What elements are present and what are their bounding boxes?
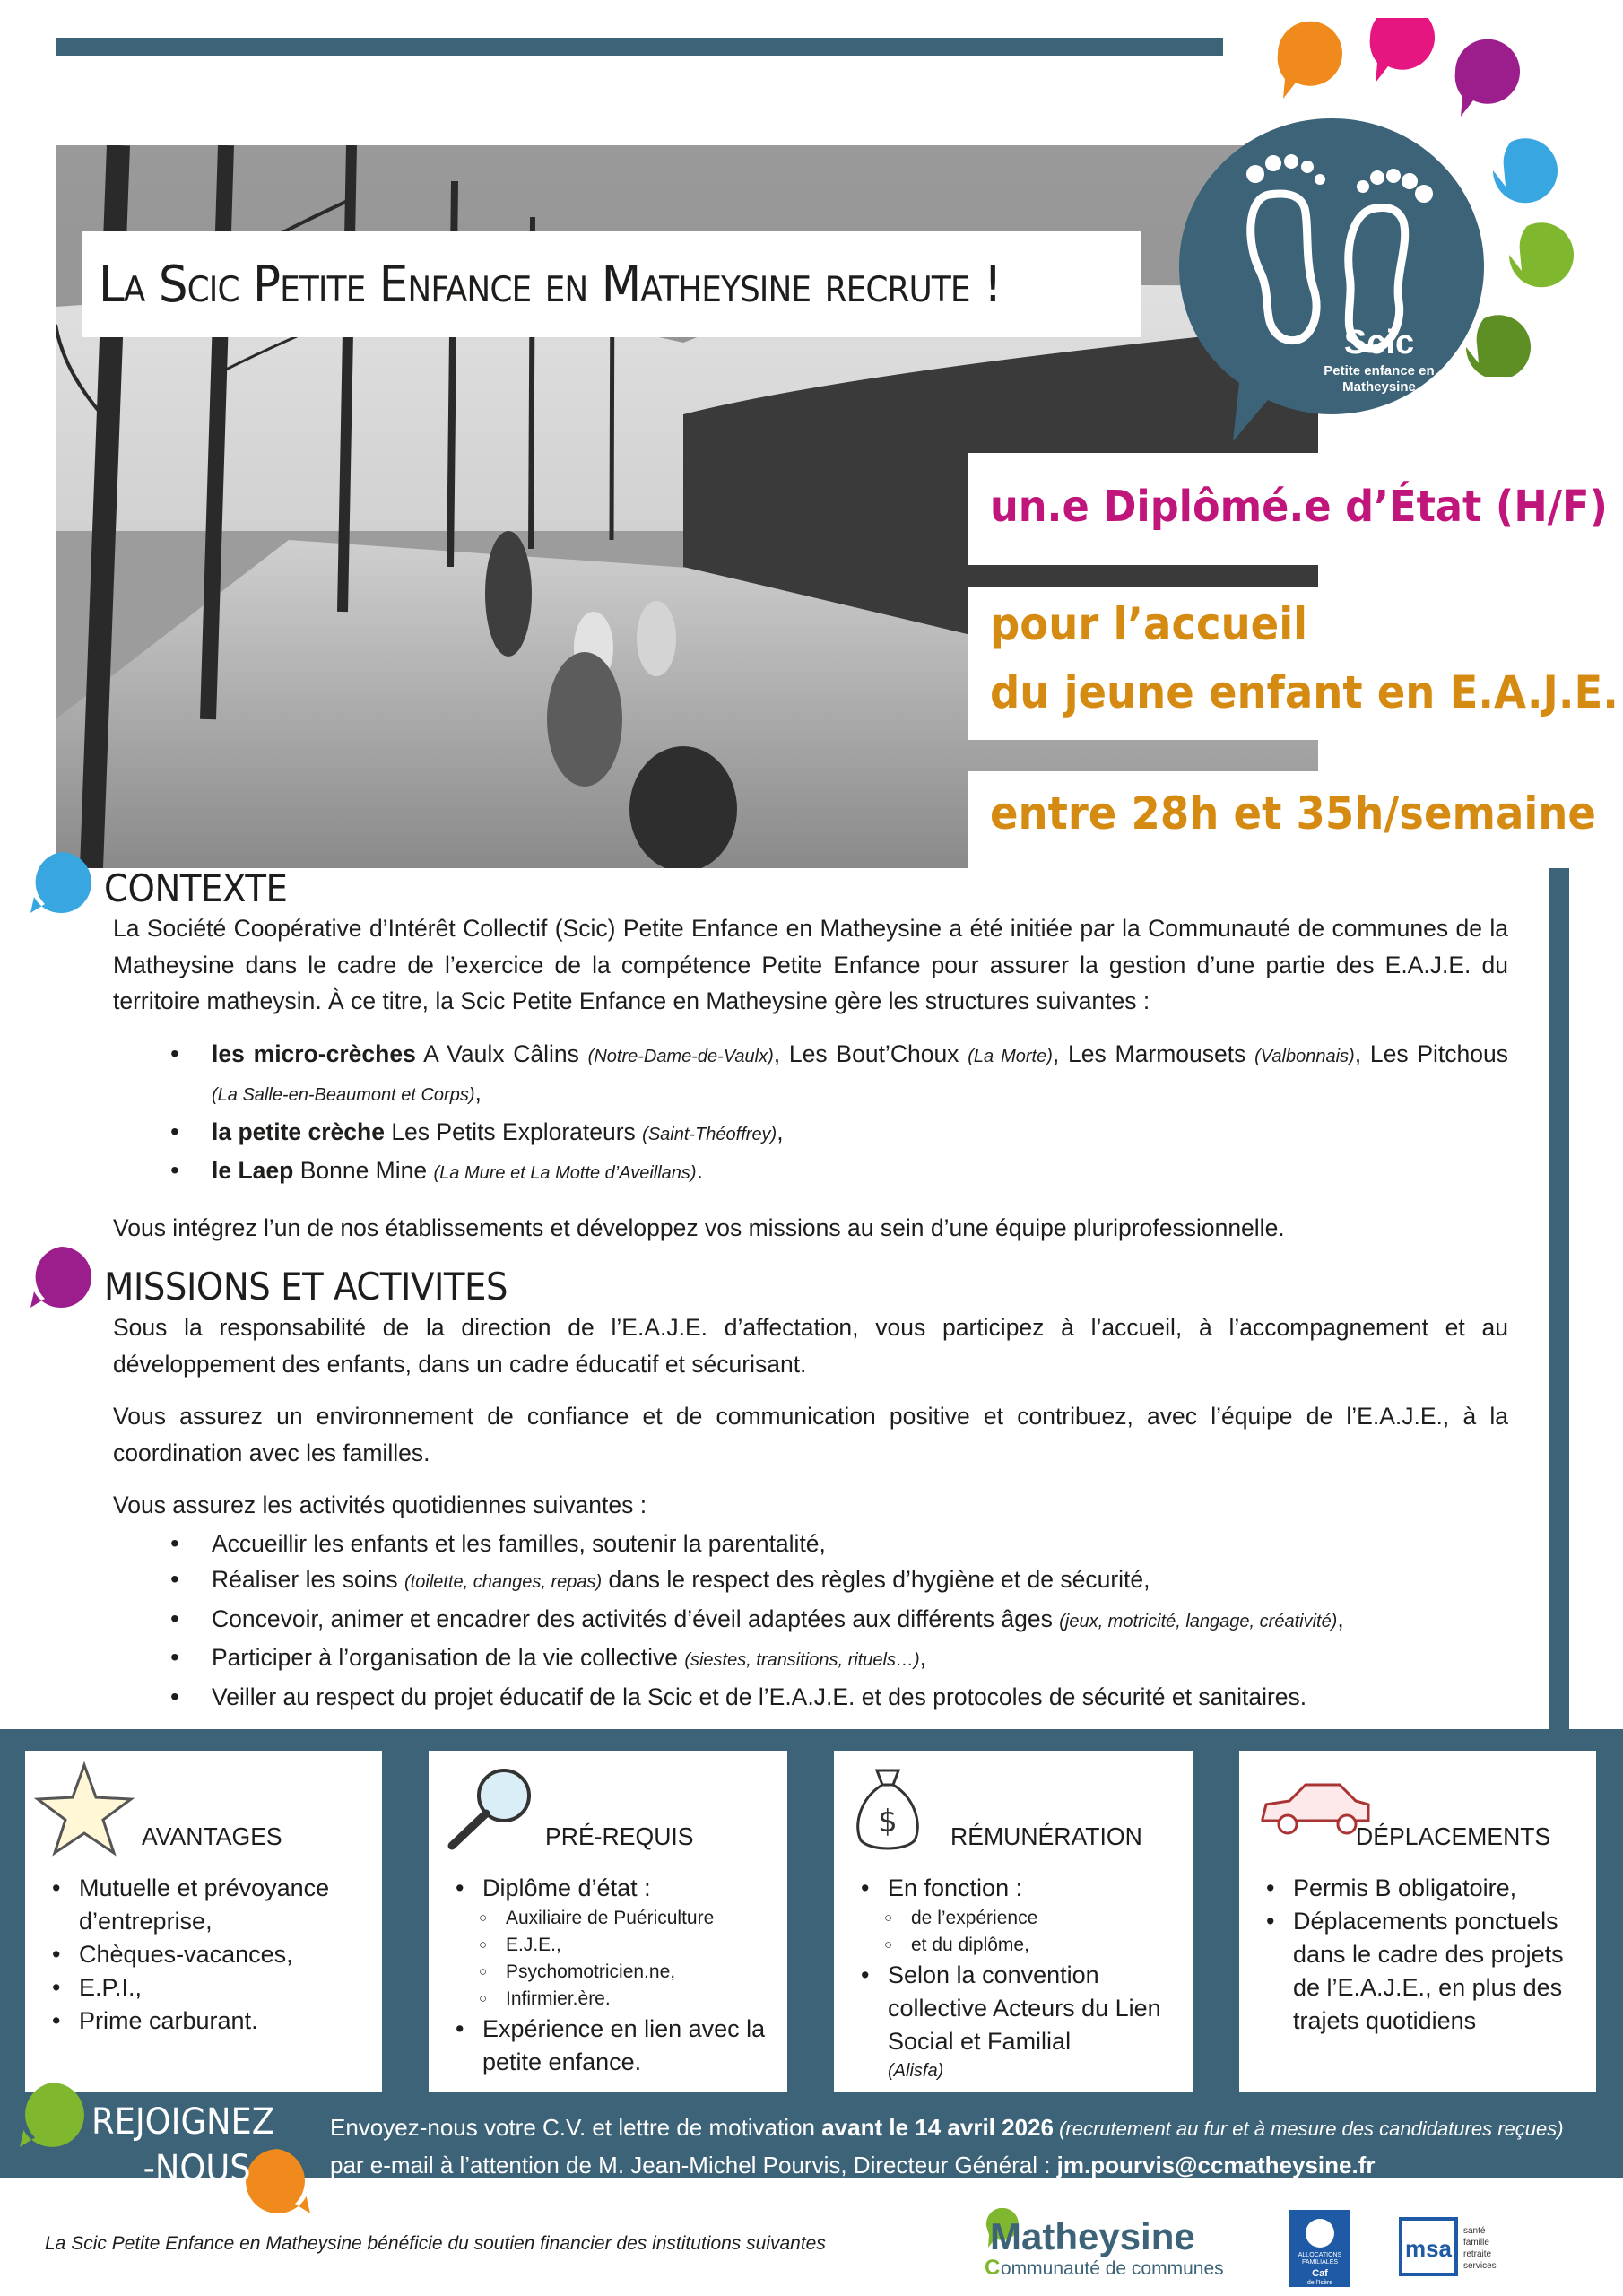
card-title: RÉMUNÉRATION: [950, 1822, 1142, 1850]
top-decorative-bar: [56, 38, 1223, 56]
card-deplacements: [1239, 1751, 1596, 2092]
list-item: • Veiller au respect du projet éducatif de la Scic et de l’E.A.J.E. et des protocoles de sécurité et sanitaires.: [212, 1679, 1508, 1716]
headline-text: La Scic Petite Enfance en Matheysine recrute !: [99, 255, 1002, 314]
list-item: • Participer à l’organisation de la vie collective (siestes, transitions, rituels…),: [212, 1639, 1508, 1679]
missions-title: MISSIONS ET ACTIVITES: [104, 1265, 508, 1309]
svg-text:Matheysine: Matheysine: [990, 2215, 1195, 2257]
list-item: ○ Psychomotricien.ne,: [456, 1959, 777, 1986]
card-remuneration: [834, 1751, 1193, 2092]
contact-email[interactable]: jm.pourvis@ccmatheysine.fr: [1056, 2152, 1376, 2179]
list-item: ○ Auxiliaire de Puériculture: [456, 1905, 777, 1932]
blue-bubble-icon: [29, 850, 93, 915]
job-hours-panel: [968, 771, 1596, 870]
list-item: • Mutuelle et prévoyance d’entreprise,: [52, 1872, 371, 1938]
list-item: ○ de l’expérience: [861, 1905, 1182, 1932]
card-title: DÉPLACEMENTS: [1356, 1822, 1551, 1850]
list-item: ○ E.J.E.,: [456, 1932, 777, 1959]
logo-line2: Matheysine: [1342, 379, 1416, 395]
msa-logo: [1399, 2215, 1506, 2283]
job-subtitle-panel: [968, 587, 1619, 740]
svg-text:retraite: retraite: [1463, 2249, 1492, 2259]
list-item: • En fonction :: [861, 1872, 1182, 1905]
svg-text:de l'Isère: de l'Isère: [1306, 2280, 1333, 2286]
svg-text:C: C: [985, 2256, 1001, 2280]
join-title: REJOIGNEZ -NOUS: [91, 2101, 275, 2189]
list-item: • Concevoir, animer et encadrer des activités d’éveil adaptées aux différents âges (jeux, motricité, langage, créativité),: [212, 1601, 1508, 1640]
right-decorative-bar: [1549, 868, 1569, 1729]
caf-logo: [1288, 2208, 1352, 2293]
list-item: • Accueillir les enfants et les familles, soutenir la parentalité,: [212, 1526, 1508, 1562]
logo-line1: Petite enfance en: [1324, 363, 1435, 378]
contexte-intro: La Société Coopérative d’Intérêt Collectif (Scic) Petite Enfance en Matheysine a été initiée par la Communauté de communes de la Matheysine dans le cadre de l’exercice de la compétence Petite Enfance pour assurer la gestion d’une partie des E.A.J.E. du territoire matheysin. À ce titre, la Scic Petite Enfance en Matheysine gère les structures suivantes :: [113, 915, 1508, 1014]
list-item: • Prime carburant.: [52, 2005, 371, 2038]
svg-text:ommunauté de communes: ommunauté de communes: [1001, 2258, 1224, 2279]
svg-text:$: $: [878, 1804, 898, 1839]
card-prerequis: [429, 1751, 787, 2092]
list-item: • les micro-crèches A Vaulx Câlins (Notre-Dame-de-Vaulx), Les Bout’Choux (La Morte), Les Marmousets (Valbonnais), Les Pitchous (La Salle-en-Beaumont et Corps),: [212, 1036, 1508, 1114]
contexte-body: [113, 910, 1508, 1262]
list-item: • Diplôme d’état :: [456, 1872, 777, 1905]
missions-p1: Sous la responsabilité de la direction de l’E.A.J.E. d’affectation, vous participez à l’accueil, à l’accompagnement et au développement des enfants, dans un cadre éducatif et sécurisant.: [113, 1314, 1508, 1378]
job-subtitle-line2: du jeune enfant en E.A.J.E.: [990, 666, 1619, 718]
list-item: • le Laep Bonne Mine (La Mure et La Motte d’Aveillans).: [212, 1152, 1508, 1192]
job-subtitle-line1: pour l’accueil: [990, 598, 1308, 650]
missions-body: [113, 1309, 1508, 1733]
money-bag-icon: [852, 1763, 924, 1853]
card-title: AVANTAGES: [142, 1822, 282, 1850]
job-title: un.e Diplômé.e d’État (H/F): [990, 482, 1608, 532]
job-hours: entre 28h et 35h/semaine: [990, 787, 1596, 839]
svg-text:services: services: [1463, 2261, 1497, 2271]
list-item: ○ Infirmier.ère.: [456, 1986, 777, 2013]
contexte-outro: Vous intégrez l’un de nos établissements et développez vos missions au sein d’une équipe pluriprofessionnelle.: [113, 1213, 1285, 1241]
matheysine-logo: [979, 2208, 1239, 2284]
decorative-bubbles-icon: [1242, 18, 1623, 377]
svg-text:msa: msa: [1404, 2235, 1453, 2262]
footer-note: La Scic Petite Enfance en Matheysine bénéficie du soutien financier des institutions suivantes: [45, 2233, 826, 2254]
green-bubble-icon: [18, 2081, 86, 2149]
list-item: • E.P.I.,: [52, 1971, 371, 2005]
magnifier-icon: [441, 1763, 540, 1853]
list-item: • la petite crèche Les Petits Explorateurs (Saint-Théoffrey),: [212, 1114, 1508, 1153]
list-item: (Alisfa): [888, 2061, 944, 2081]
logo-name: Scic: [1343, 324, 1415, 361]
card-title: PRÉ-REQUIS: [545, 1822, 694, 1850]
list-item: ○ et du diplôme,: [861, 1932, 1182, 1959]
list-item: • Déplacements ponctuels dans le cadre des projets de l’E.A.J.E., en plus des trajets quotidiens: [1266, 1905, 1585, 2038]
list-item: • Selon la convention collective Acteurs du Lien Social et Familial: [861, 1959, 1182, 2058]
list-item: • Expérience en lien avec la petite enfance.: [456, 2013, 777, 2079]
star-icon: [30, 1760, 138, 1858]
svg-text:famille: famille: [1463, 2238, 1489, 2248]
card-avantages: [25, 1751, 382, 2092]
svg-text:ALLOCATIONS: ALLOCATIONS: [1298, 2252, 1342, 2258]
list-item: • Permis B obligatoire,: [1266, 1872, 1585, 1905]
headline-box: [82, 231, 1141, 337]
svg-text:FAMILIALES: FAMILIALES: [1301, 2259, 1339, 2266]
missions-p2: Vous assurez un environnement de confiance et de communication positive et contribuez, avec l’équipe de l’E.A.J.E., à la coordination avec les familles.: [113, 1403, 1508, 1466]
purple-bubble-icon: [29, 1245, 93, 1309]
svg-text:Caf: Caf: [1312, 2268, 1328, 2279]
list-item: • Réaliser les soins (toilette, changes, repas) dans le respect des règles d’hygiène et de sécurité,: [212, 1561, 1508, 1601]
job-title-panel: [968, 453, 1608, 565]
list-item: • Chèques-vacances,: [52, 1938, 371, 1971]
join-text: Envoyez-nous votre C.V. et lettre de motivation avant le 14 avril 2026 (recrutement au fur et à mesure des candidatures reçues) par e-mail à l’attention de M. Jean-Michel Pourvis, Directeur Général : jm.pourvis@ccmatheysine.fr: [330, 2114, 1564, 2179]
contexte-title: CONTEXTE: [104, 866, 288, 910]
svg-text:santé: santé: [1463, 2226, 1486, 2236]
missions-p3: Vous assurez les activités quotidiennes suivantes :: [113, 1492, 647, 1518]
